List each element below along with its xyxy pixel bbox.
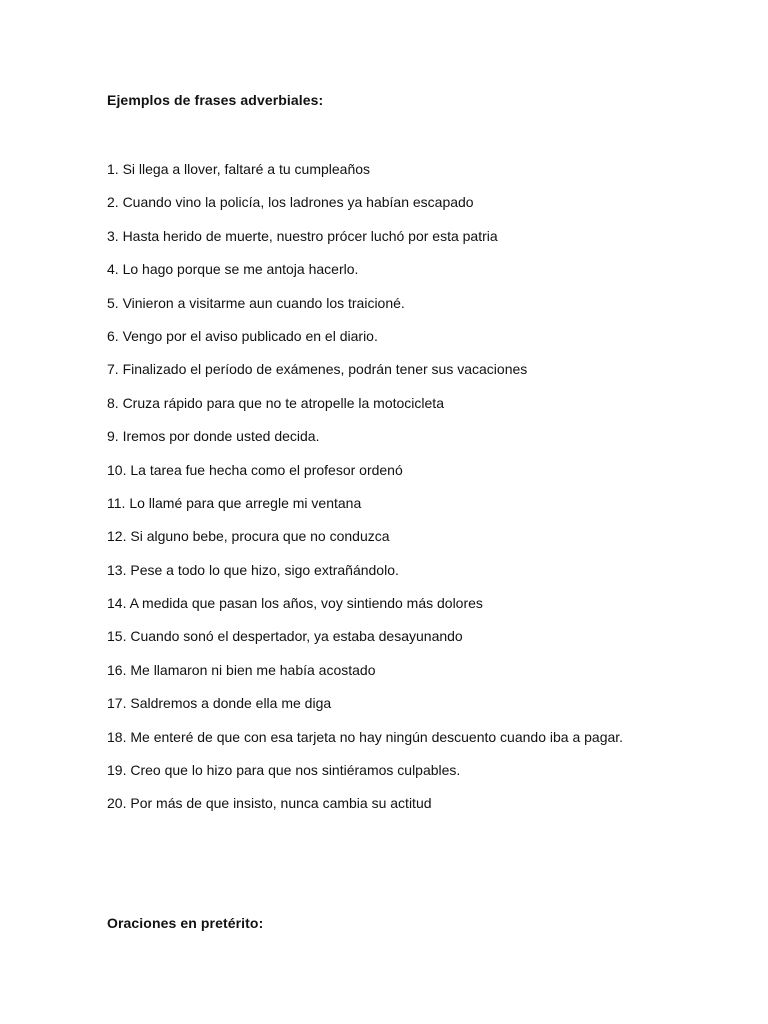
list-item: 5. Vinieron a visitarme aun cuando los traicioné. bbox=[107, 294, 405, 311]
list-item: 14. A medida que pasan los años, voy sintiendo más dolores bbox=[107, 595, 483, 612]
section-heading-adverbial-phrases: Ejemplos de frases adverbiales: bbox=[107, 92, 324, 108]
list-item: 1. Si llega a llover, faltaré a tu cumpleaños bbox=[107, 161, 371, 177]
list-item: 3. Hasta herido de muerte, nuestro prócer luchó por esta patria bbox=[107, 227, 498, 244]
list-item: 9. Iremos por donde usted decida. bbox=[107, 428, 320, 445]
list-item: 17. Saldremos a donde ella me diga bbox=[107, 695, 332, 712]
list-item: 20. Por más de que insisto, nunca cambia su actitud bbox=[107, 795, 432, 812]
list-item: 7. Finalizado el período de exámenes, podrán tener sus vacaciones bbox=[107, 361, 528, 378]
list-item: 11. Lo llamé para que arregle mi ventana bbox=[107, 494, 362, 511]
examples-list bbox=[107, 159, 627, 827]
list-item: 19. Creo que lo hizo para que nos sintiéramos culpables. bbox=[107, 762, 461, 779]
list-item: 13. Pese a todo lo que hizo, sigo extrañándolo. bbox=[107, 561, 399, 578]
section-heading-preterite-sentences: Oraciones en pretérito: bbox=[107, 915, 264, 931]
list-item: 16. Me llamaron ni bien me había acostado bbox=[107, 661, 376, 678]
list-item: 8. Cruza rápido para que no te atropelle la motocicleta bbox=[107, 394, 444, 411]
list-item: 10. La tarea fue hecha como el profesor ordenó bbox=[107, 461, 403, 478]
list-item: 4. Lo hago porque se me antoja hacerlo. bbox=[107, 261, 359, 278]
list-item: 2. Cuando vino la policía, los ladrones ya habían escapado bbox=[107, 194, 474, 211]
list-item: 15. Cuando sonó el despertador, ya estaba desayunando bbox=[107, 628, 463, 645]
list-item: 12. Si alguno bebe, procura que no conduzca bbox=[107, 528, 390, 545]
list-item: 18. Me enteré de que con esa tarjeta no hay ningún descuento cuando iba a pagar. bbox=[107, 728, 624, 745]
list-item: 6. Vengo por el aviso publicado en el diario. bbox=[107, 327, 378, 344]
